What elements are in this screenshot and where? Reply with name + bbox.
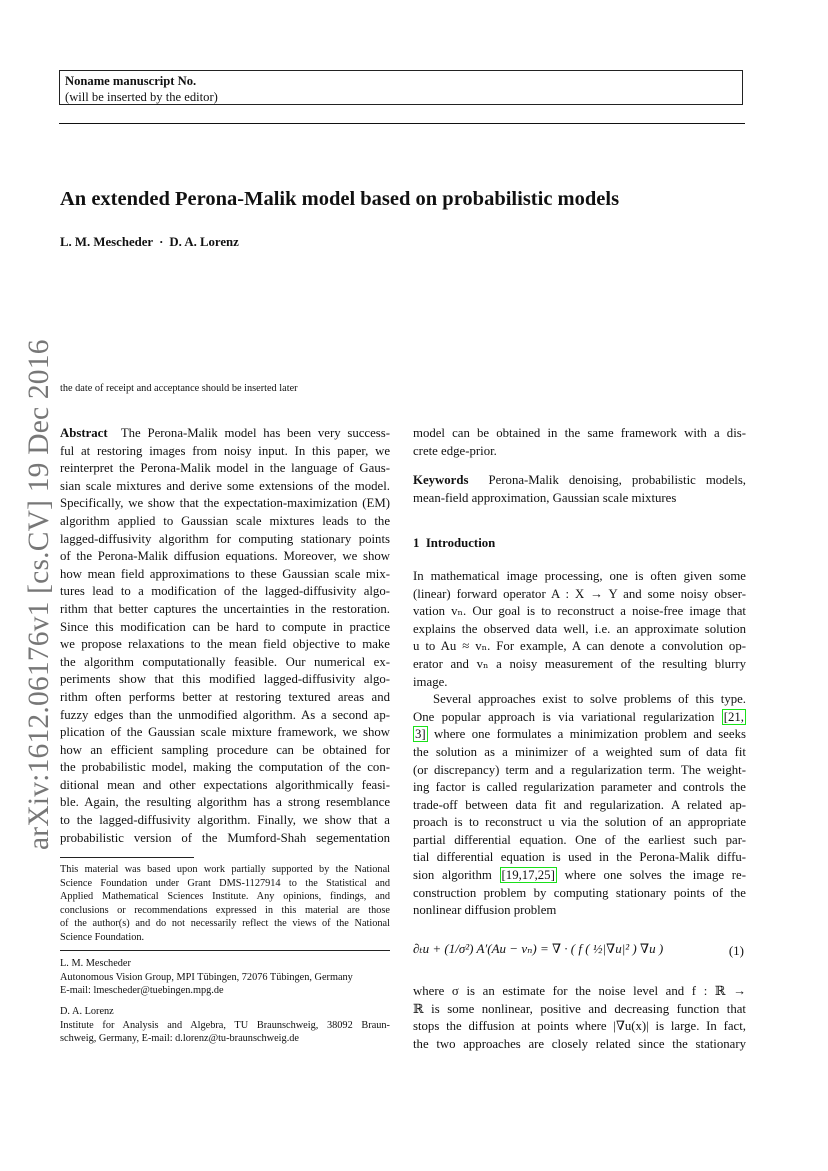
citation-link[interactable]: 3] (415, 727, 426, 742)
paragraph-line: u to Au ≈ vₙ. For example, A can denote a convolution op- (413, 639, 746, 654)
abstract-line: how mean field approximations to these Gaussian scale mix- (60, 566, 390, 581)
abstract-line: algorithm applied to Gaussian scale mixtures leads to the (60, 513, 390, 528)
abstract-line: reinterpret the Perona-Malik model in the language of Gaus- (60, 461, 390, 476)
affiliation-2 (60, 1005, 390, 1046)
abstract-line: ble. Again, the resulting algorithm has a strong resemblance (60, 795, 390, 810)
footnote-line: Science Foundation under Grant DMS-1127914 to the Statistical and (60, 877, 390, 889)
paragraph-line: the two approaches are closely related since the stationary (413, 1036, 746, 1051)
keywords-line: Keywords Perona-Malik denoising, probabilistic models, (413, 473, 746, 488)
paragraph-line: proach is to reconstruct u via the solution of an appropriate (413, 815, 746, 830)
keywords-label: Keywords (413, 473, 469, 488)
abstract-line: lagged-diffusivity algorithm for computing stationary points (60, 531, 390, 546)
date-note: the date of receipt and acceptance should be inserted later (60, 383, 298, 394)
footnote-line: This material was based upon work partially supported by the National (60, 864, 390, 875)
abstract-label: Abstract (60, 426, 108, 440)
abstract-line: the algorithm computationally feasible. Our numerical ex- (60, 654, 390, 669)
author-1: L. M. Mescheder (60, 235, 154, 249)
arxiv-stamp (20, 339, 55, 860)
paragraph-line: the solution as a minimizer of a weighted sum of data fit (413, 744, 746, 759)
abstract-line: Abstract The Perona-Malik model has been very success- (60, 426, 390, 440)
paragraph-line: ℝ is some nonlinear, positive and decreasing function that (413, 1001, 746, 1016)
paragraph-line: explains the observed data well, i.e. an approximate solution (413, 621, 746, 636)
abstract-line: rithm that better captures the uncertainties in the restoration. (60, 601, 390, 616)
abstract-line: periments show that this modified lagged-diffusivity algo- (60, 672, 390, 687)
author-list (60, 235, 239, 250)
keywords-line: mean-field approximation, Gaussian scale mixtures (413, 490, 677, 505)
affiliation-email: E-mail: lmescheder@tuebingen.mpg.de (60, 985, 224, 997)
affiliation-address: Autonomous Vision Group, MPI Tübingen, 72076 Tübingen, Germany (60, 971, 353, 983)
abstract-line: probabilistic version of the Mumford-Shah segementation (60, 830, 390, 845)
abstract-line: crete edge-prior. (413, 443, 497, 458)
footnote-line: Applied Mathematical Sciences Institute. Any opinions, findings, and (60, 891, 390, 903)
manuscript-box (59, 70, 743, 105)
funding-footnote (60, 863, 390, 945)
abstract-line: the probabilistic model, making the computation of the con- (60, 760, 390, 775)
paragraph-line: tial differential equation is used in the Perona-Malik diffu- (413, 850, 746, 865)
abstract-line: rithm often performs better at restoring textured areas and (60, 689, 390, 704)
abstract-line: ful at restoring images from noisy input. In this paper, we (60, 443, 390, 458)
footnote-line: Science Foundation. (60, 931, 145, 943)
abstract-line: to the lagged-diffusivity algorithm. Finally, we show that a (60, 813, 390, 828)
abstract-line: ditional mean and other expectations algorithmically feasi- (60, 777, 390, 792)
paragraph-line: In mathematical image processing, one is often given some (413, 568, 746, 583)
paragraph-line: 3] where one formulates a minimization problem and seeks (415, 727, 746, 742)
footnote-rule (60, 857, 194, 858)
affiliation-1 (60, 957, 390, 998)
paper-title: An extended Perona-Malik model based on probabilistic models (60, 188, 620, 210)
equation-body: ∂ₜu + (1/σ²) A′(Au − vₙ) = ∇ · ( f ( ½|∇u|² ) ∇u ) (413, 941, 664, 956)
abstract-line: fuzzy edges than the unmodified algorithm. As a second ap- (60, 707, 390, 722)
abstract-line: tures lead to a modification of the lagged-diffusivity algo- (60, 584, 390, 599)
arxiv-stamp-text: arXiv:1612.06176v1 [cs.CV] 19 Dec 2016 (23, 339, 55, 850)
affiliation-name: L. M. Mescheder (60, 958, 131, 969)
footnote-line: of the author(s) and do not necessarily reflect the views of the National (60, 918, 390, 930)
abstract-line: how an efficient sampling procedure can be obtained for (60, 742, 390, 757)
paragraph-line: nonlinear diffusion problem (413, 903, 557, 918)
equation-number: (1) (728, 943, 744, 958)
paragraph-line: (linear) forward operator A : X → Y and some noisy obser- (413, 586, 746, 601)
paragraph-line: Several approaches exist to solve problems of this type. (433, 692, 746, 707)
affiliation-address: Institute for Analysis and Algebra, TU Braunschweig, 38092 Braun- (60, 1019, 390, 1031)
paragraph-line: image. (413, 674, 448, 689)
equation-1 (413, 933, 746, 969)
after-equation-text (413, 983, 746, 1053)
manuscript-note: (will be inserted by the editor) (65, 90, 218, 104)
paragraph-line: sion algorithm [19,17,25] where one solves the image re- (413, 868, 746, 883)
paragraph-line: partial differential equation. One of the earliest such par- (413, 832, 746, 847)
paragraph-line: vation vₙ. Our goal is to reconstruct a noise-free image that (413, 604, 746, 619)
abstract (60, 425, 390, 847)
abstract-line: we propose relaxations to the mean field objective to make (60, 637, 390, 652)
abstract-line: Specifically, we show that the expectation-maximization (EM) (60, 496, 390, 511)
section-heading: 1 Introduction (413, 536, 496, 551)
paragraph-line: (or discrepancy) term and a regularization term. The weight- (413, 762, 746, 777)
paragraph-line: construction problem by computing stationary points of the (413, 885, 746, 900)
affiliation-email: schweig, Germany, E-mail: d.lorenz@tu-braunschweig.de (60, 1033, 299, 1045)
citation-link[interactable]: [21, (723, 709, 744, 724)
paragraph-line: erator and vₙ a noisy measurement of the resulting blurry (413, 656, 746, 671)
paragraph-line: One popular approach is via variational regularization [21, (413, 709, 744, 724)
abstract-line: sian scale mixtures and derive some extensions of the model. (60, 478, 390, 493)
paragraph-line: trade-off between data fit and regularization. A related ap- (413, 797, 746, 812)
abstract-line: plication of the Gaussian scale mixture framework, we show (60, 725, 390, 740)
abstract-line: model can be obtained in the same framework with a dis- (413, 426, 746, 440)
footnote-line: conclusions or recommendations expressed in this material are those (60, 904, 390, 916)
manuscript-number: Noname manuscript No. (65, 74, 197, 88)
affiliation-name: D. A. Lorenz (60, 1006, 114, 1017)
paragraph-line: ing factor is called regularization parameter and controls the (413, 780, 746, 795)
abstract-line: Since this modification can be hard to compute in practice (60, 619, 390, 634)
citation-link[interactable]: [19,17,25] (501, 868, 555, 883)
paragraph-line: where σ is an estimate for the noise level and f : ℝ → (413, 984, 746, 998)
header-rule (59, 123, 745, 124)
right-column (413, 425, 746, 920)
author-separator: · (159, 235, 164, 249)
affiliation-rule (60, 950, 390, 951)
paragraph-line: stops the diffusion at points where |∇u(x)| is large. In fact, (413, 1019, 746, 1034)
author-2: D. A. Lorenz (169, 235, 239, 249)
abstract-line: of the Perona-Malik diffusion equations. Moreover, we show (60, 549, 390, 564)
